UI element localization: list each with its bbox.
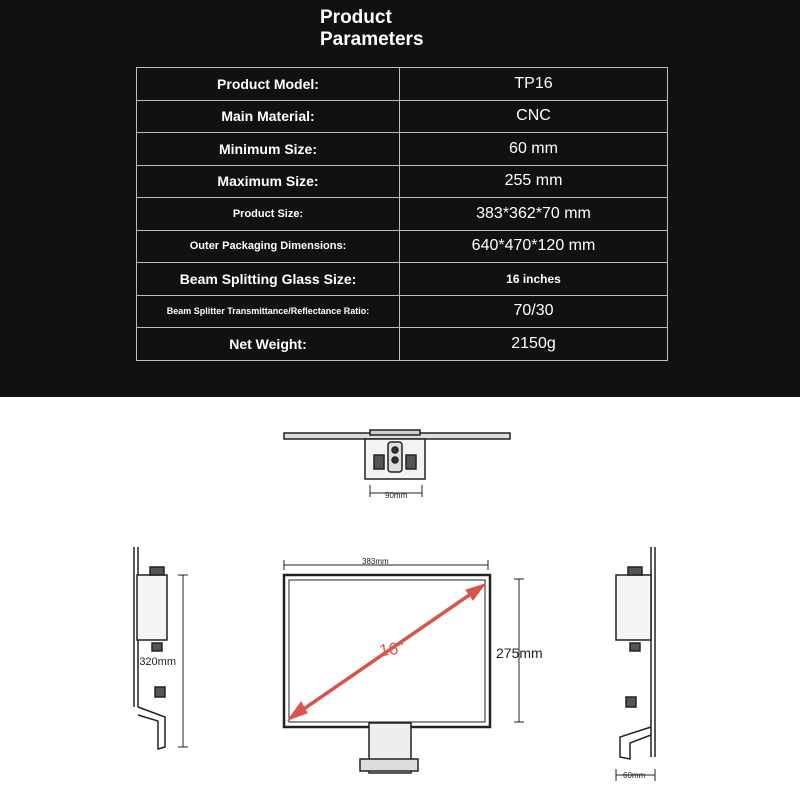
table-row	[137, 165, 668, 198]
table-row	[137, 263, 668, 296]
param-value: 70/30	[400, 295, 668, 328]
param-label: Beam Splitter Transmittance/Reflectance Ratio:	[137, 295, 400, 328]
param-value: 60 mm	[400, 133, 668, 166]
page-title	[320, 7, 424, 51]
dimension-drawings	[0, 397, 800, 800]
side-depth-label: 60mm	[623, 771, 646, 780]
right-side-view-drawing	[616, 547, 655, 781]
table-row	[137, 230, 668, 263]
param-value: 640*470*120 mm	[400, 230, 668, 263]
front-width-label: 383mm	[362, 557, 389, 566]
title-line-1: Product	[320, 7, 392, 28]
param-label: Product Size:	[137, 198, 400, 231]
param-label: Outer Packaging Dimensions:	[137, 230, 400, 263]
table-row	[137, 68, 668, 101]
table-row	[137, 328, 668, 361]
table-row	[137, 295, 668, 328]
side-height-label: 320mm	[139, 656, 176, 668]
param-value: TP16	[400, 68, 668, 101]
table-row	[137, 198, 668, 231]
table-row	[137, 133, 668, 166]
technical-drawing	[0, 397, 800, 800]
table-row	[137, 100, 668, 133]
param-label: Product Model:	[137, 68, 400, 101]
front-height-label: 275mm	[496, 645, 543, 661]
title-line-2: Parameters	[320, 29, 424, 50]
param-label: Net Weight:	[137, 328, 400, 361]
parameters-panel	[0, 0, 800, 397]
param-value: 16 inches	[400, 263, 668, 296]
param-value: 2150g	[400, 328, 668, 361]
param-label: Maximum Size:	[137, 165, 400, 198]
param-value: 383*362*70 mm	[400, 198, 668, 231]
top-width-label: 90mm	[385, 491, 408, 500]
front-view-drawing	[284, 560, 524, 773]
param-value: CNC	[400, 100, 668, 133]
param-label: Main Material:	[137, 100, 400, 133]
diagonal-label: 16"	[378, 638, 406, 661]
left-side-view-drawing	[134, 547, 188, 749]
param-label: Minimum Size:	[137, 133, 400, 166]
parameters-table	[136, 67, 668, 361]
param-value: 255 mm	[400, 165, 668, 198]
top-view-drawing	[284, 430, 510, 497]
param-label: Beam Splitting Glass Size:	[137, 263, 400, 296]
